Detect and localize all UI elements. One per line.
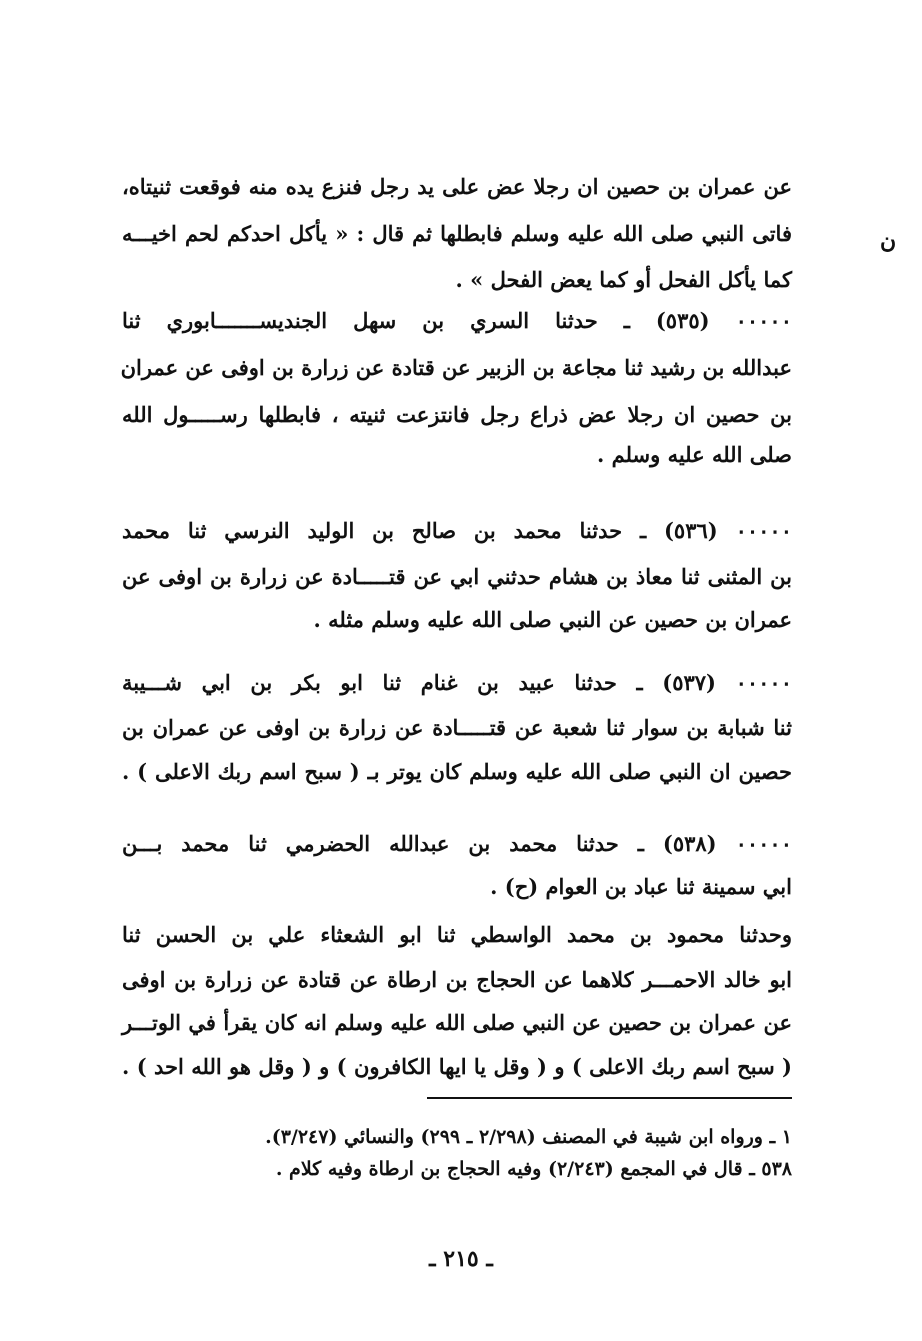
text-line: كما يأكل الفحل أو كما يعض الفحل » . [455, 267, 792, 292]
footnote: ٥٣٨ ـ قال في المجمع (٢/٢٤٣) وفيه الحجاج بن ارطاة وفيه كلام . [275, 1158, 792, 1180]
text-line: ابي سمينة ثنا عباد بن العوام (ح) . [490, 874, 792, 899]
text-line: عن عمران بن حصين عن النبي صلى الله عليه وسلم انه كان يقرأ في الوتـــر [122, 1010, 792, 1035]
text-line: فاتى النبي صلى الله عليه وسلم فابطلها ثم قال : « يأكل احدكم لحم اخيـــه [122, 221, 792, 246]
footnote: ١ ـ ورواه ابن شيبة في المصنف (٢/٢٩٨ ـ ٢٩٩) والنسائي (٣/٢٤٧). [265, 1126, 792, 1148]
text-line: عن عمران بن حصين ان رجلا عض على يد رجل فنزع يده منه فوقعت ثنيتاه، [122, 174, 792, 199]
text-line: صلى الله عليه وسلم . [596, 442, 792, 467]
text-line: ٠٠٠٠٠ (٥٣٨) ـ حدثنا محمد بن عبدالله الحضرمي ثنا محمد بـــن [122, 831, 792, 856]
footnote-separator [427, 1097, 792, 1099]
text-line: وحدثنا محمود بن محمد الواسطي ثنا ابو الشعثاء علي بن الحسن ثنا [122, 922, 792, 947]
text-line: ثنا شبابة بن سوار ثنا شعبة عن قتـــــادة عن زرارة بن اوفى عن عمران بن [122, 715, 792, 740]
text-line: بن حصين ان رجلا عض ذراع رجل فانتزعت ثنيته ، فابطلها رســـــول الله [122, 402, 792, 427]
text-line: ( سبح اسم ربك الاعلى ) و ( وقل يا ايها الكافرون ) و ( وقل هو الله احد ) . [122, 1054, 792, 1079]
page-number: ـ ٢١٥ ـ [429, 1246, 493, 1272]
text-line: بن المثنى ثنا معاذ بن هشام حدثني ابي عن قتـــــادة عن زرارة بن اوفى عن [122, 564, 792, 589]
text-line: عبدالله بن رشيد ثنا مجاعة بن الزبير عن قتادة عن زرارة بن اوفى عن عمران [120, 355, 792, 380]
text-line: عمران بن حصين عن النبي صلى الله عليه وسلم مثله . [313, 607, 792, 632]
text-line: ابو خالد الاحمـــر كلاهما عن الحجاج بن ارطاة عن قتادة عن زرارة بن اوفى [122, 967, 792, 992]
text-line: حصين ان النبي صلى الله عليه وسلم كان يوتر بـ ( سبح اسم ربك الاعلى ) . [122, 759, 792, 784]
text-line: ٠٠٠٠٠ (٥٣٥) ـ حدثنا السري بن سهل الجنديســـــــابوري ثنا [122, 308, 792, 333]
text-line: ٠٠٠٠٠ (٥٣٦) ـ حدثنا محمد بن صالح بن الوليد النرسي ثنا محمد [122, 518, 792, 543]
margin-mark: ن [880, 228, 897, 254]
text-line: ٠٠٠٠٠ (٥٣٧) ـ حدثنا عبيد بن غنام ثنا ابو بكر بن ابي شـــيبة [122, 670, 792, 695]
